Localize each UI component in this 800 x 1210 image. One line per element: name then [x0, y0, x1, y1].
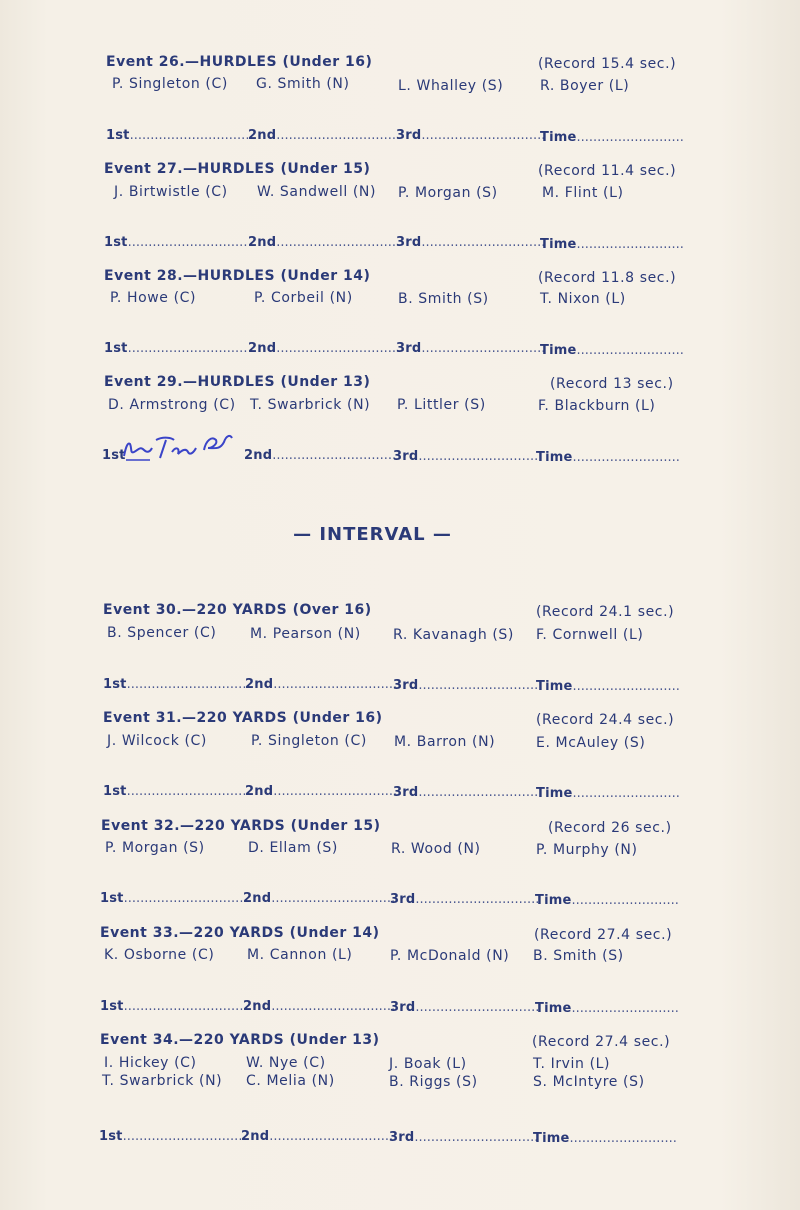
second-place-field[interactable]: 2nd.............................. — [245, 677, 398, 692]
first-place-field[interactable]: 1st............................. — [100, 891, 244, 906]
entrant: T. Irvin (L) — [533, 1056, 611, 1072]
entrant: R. Kavanagh (S) — [393, 627, 514, 643]
first-place-field[interactable]: 1st............................. — [103, 677, 247, 692]
entrant: B. Smith (S) — [398, 291, 489, 307]
time-field[interactable]: Time.......................... — [540, 130, 684, 145]
first-place-field[interactable]: 1st............................. — [106, 128, 250, 143]
second-place-field[interactable]: 2nd.............................. — [248, 341, 401, 356]
time-field[interactable]: Time.......................... — [535, 1001, 679, 1016]
third-place-field[interactable]: 3rd.............................. — [389, 1130, 539, 1145]
entrant: P. McDonald (N) — [390, 948, 510, 964]
third-place-field[interactable]: 3rd.............................. — [396, 235, 546, 250]
event-title: Event 33.—220 YARDS (Under 14) — [100, 925, 380, 941]
entrant: D. Ellam (S) — [248, 840, 338, 856]
entrant: P. Howe (C) — [110, 290, 197, 306]
third-place-field[interactable]: 3rd.............................. — [393, 678, 543, 693]
entrant: B. Riggs (S) — [389, 1074, 478, 1090]
entrant: P. Singleton (C) — [251, 733, 367, 749]
entrant: P. Singleton (C) — [112, 76, 228, 92]
event-title: Event 28.—HURDLES (Under 14) — [104, 268, 371, 284]
event-record: (Record 27.4 sec.) — [534, 927, 673, 943]
first-place-field[interactable]: 1st............................. — [103, 784, 247, 799]
entrant: L. Whalley (S) — [398, 78, 504, 94]
handwritten-swarbrick-signature — [120, 428, 240, 462]
entrant: T. Nixon (L) — [540, 291, 626, 307]
event-title: Event 30.—220 YARDS (Over 16) — [103, 602, 372, 618]
entrant: M. Cannon (L) — [247, 947, 353, 963]
third-place-field[interactable]: 3rd.............................. — [390, 1000, 540, 1015]
time-field[interactable]: Time.......................... — [540, 237, 684, 252]
second-place-field[interactable]: 2nd.............................. — [248, 128, 401, 143]
third-place-field[interactable]: 3rd.............................. — [396, 128, 546, 143]
time-field[interactable]: Time.......................... — [540, 343, 684, 358]
entrant: T. Swarbrick (N) — [250, 397, 371, 413]
event-record: (Record 11.8 sec.) — [538, 270, 677, 286]
event-record: (Record 15.4 sec.) — [538, 56, 677, 72]
entrant: G. Smith (N) — [256, 76, 350, 92]
entrant: S. McIntyre (S) — [533, 1074, 645, 1090]
entrant: K. Osborne (C) — [104, 947, 215, 963]
time-field[interactable]: Time.......................... — [536, 679, 680, 694]
entrant: M. Flint (L) — [542, 185, 624, 201]
entrant: F. Cornwell (L) — [536, 627, 644, 643]
entrant: J. Birtwistle (C) — [114, 184, 228, 200]
entrant: P. Morgan (S) — [398, 185, 498, 201]
second-place-field[interactable]: 2nd.............................. — [243, 999, 396, 1014]
entrant: M. Pearson (N) — [250, 626, 361, 642]
entrant: E. McAuley (S) — [536, 735, 646, 751]
third-place-field[interactable]: 3rd.............................. — [396, 341, 546, 356]
first-place-field[interactable]: 1st — [102, 448, 126, 463]
time-field[interactable]: Time.......................... — [536, 786, 680, 801]
event-title: Event 31.—220 YARDS (Under 16) — [103, 710, 383, 726]
third-place-field[interactable]: 3rd.............................. — [393, 785, 543, 800]
event-title: Event 32.—220 YARDS (Under 15) — [101, 818, 381, 834]
entrant: B. Spencer (C) — [107, 625, 217, 641]
second-place-field[interactable]: 2nd.............................. — [244, 448, 397, 463]
event-record: (Record 24.1 sec.) — [536, 604, 675, 620]
event-record: (Record 27.4 sec.) — [532, 1034, 671, 1050]
first-place-field[interactable]: 1st............................. — [99, 1129, 243, 1144]
first-place-field[interactable]: 1st............................. — [100, 999, 244, 1014]
entrant: W. Nye (C) — [246, 1055, 326, 1071]
time-field[interactable]: Time.......................... — [533, 1131, 677, 1146]
entrant: R. Boyer (L) — [540, 78, 630, 94]
second-place-field[interactable]: 2nd.............................. — [241, 1129, 394, 1144]
third-place-field[interactable]: 3rd.............................. — [390, 892, 540, 907]
interval-heading: — INTERVAL — — [293, 524, 452, 545]
event-record: (Record 11.4 sec.) — [538, 163, 677, 179]
event-title: Event 34.—220 YARDS (Under 13) — [100, 1032, 380, 1048]
first-place-field[interactable]: 1st............................. — [104, 341, 248, 356]
entrant: B. Smith (S) — [533, 948, 624, 964]
event-title: Event 26.—HURDLES (Under 16) — [106, 54, 373, 70]
entrant: F. Blackburn (L) — [538, 398, 656, 414]
entrant: R. Wood (N) — [391, 841, 481, 857]
entrant: J. Wilcock (C) — [107, 733, 207, 749]
third-place-field[interactable]: 3rd.............................. — [393, 449, 543, 464]
event-record: (Record 26 sec.) — [548, 820, 672, 836]
event-title: Event 27.—HURDLES (Under 15) — [104, 161, 371, 177]
entrant: P. Littler (S) — [397, 397, 486, 413]
entrant: T. Swarbrick (N) — [102, 1073, 223, 1089]
entrant: P. Corbeil (N) — [254, 290, 353, 306]
event-title: Event 29.—HURDLES (Under 13) — [104, 374, 371, 390]
entrant: I. Hickey (C) — [104, 1055, 197, 1071]
time-field[interactable]: Time.......................... — [536, 450, 680, 465]
second-place-field[interactable]: 2nd.............................. — [243, 891, 396, 906]
event-record: (Record 24.4 sec.) — [536, 712, 675, 728]
entrant: P. Murphy (N) — [536, 842, 638, 858]
entrant: J. Boak (L) — [389, 1056, 467, 1072]
time-field[interactable]: Time.......................... — [535, 893, 679, 908]
entrant: P. Morgan (S) — [105, 840, 205, 856]
second-place-field[interactable]: 2nd.............................. — [248, 235, 401, 250]
first-place-field[interactable]: 1st............................. — [104, 235, 248, 250]
entrant: C. Melia (N) — [246, 1073, 335, 1089]
entrant: M. Barron (N) — [394, 734, 496, 750]
entrant: W. Sandwell (N) — [257, 184, 377, 200]
event-record: (Record 13 sec.) — [550, 376, 674, 392]
entrant: D. Armstrong (C) — [108, 397, 236, 413]
second-place-field[interactable]: 2nd.............................. — [245, 784, 398, 799]
